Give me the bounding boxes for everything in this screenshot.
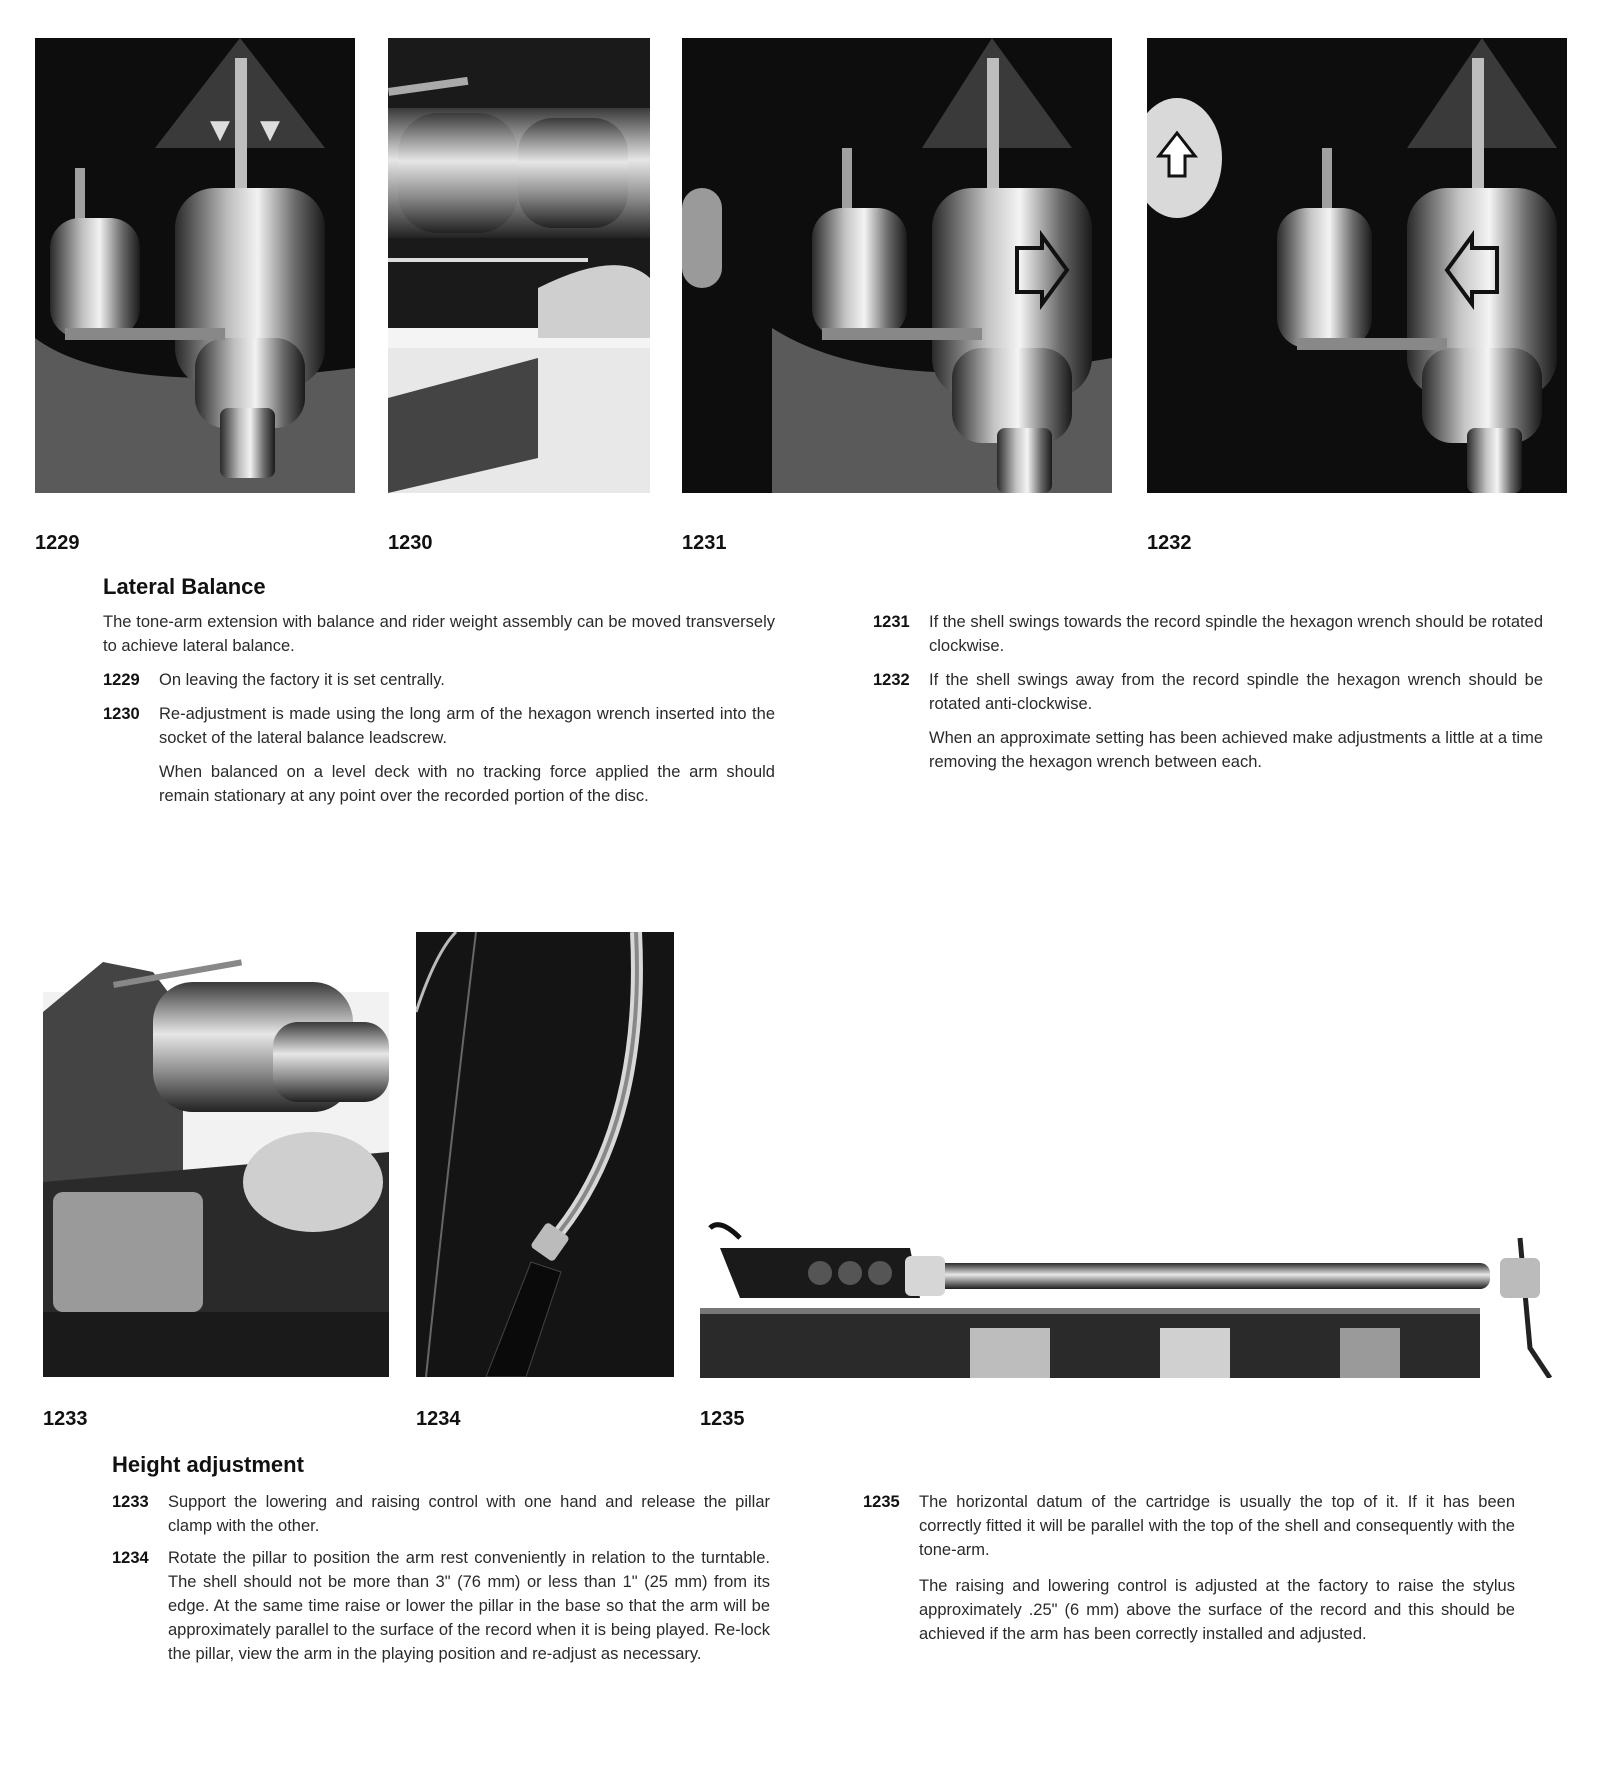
figure-number-1233: 1233 <box>43 1408 88 1430</box>
svg-text:▼: ▼ <box>260 115 280 145</box>
section-heading-height-adjustment: Height adjustment <box>112 1452 304 1477</box>
step-number: 1230 <box>103 705 140 723</box>
photo-1232 <box>1147 38 1567 493</box>
figure-number-1235: 1235 <box>700 1408 745 1430</box>
step-text: If the shell swings away from the record spindle the hexagon wrench should be rotated anti-clockwise. <box>929 671 1543 713</box>
step-number: 1233 <box>112 1493 149 1511</box>
photo-1229 <box>35 38 355 493</box>
figure-number-1232: 1232 <box>1147 532 1192 554</box>
figure-number-1229: 1229 <box>35 532 80 554</box>
photo-1231 <box>682 38 1112 493</box>
step-1232 <box>873 668 1543 716</box>
photo-1235 <box>700 1198 1560 1378</box>
figure-number-1230: 1230 <box>388 532 433 554</box>
lateral-note-text: When balanced on a level deck with no tracking force applied the arm should remain stationary at any point over the recorded portion of the disc. <box>159 763 775 805</box>
step-text: The horizontal datum of the cartridge is usually the top of it. If it has been correctly fitted it will be parallel with the top of the shell and consequently with the tone-arm. <box>919 1493 1515 1559</box>
step-number: 1234 <box>112 1549 149 1567</box>
step-1234 <box>112 1546 770 1666</box>
step-text: Re-adjustment is made using the long arm of the hexagon wrench inserted into the socket of the lateral balance leadscrew. <box>159 705 775 747</box>
lateral-right-note-text: When an approximate setting has been achieved make adjustments a little at a time removing the hexagon wrench between each. <box>929 729 1543 771</box>
step-1231 <box>873 610 1543 658</box>
lateral-intro-text: The tone-arm extension with balance and rider weight assembly can be moved transversely to achieve lateral balance. <box>103 613 775 655</box>
step-number: 1231 <box>873 613 910 631</box>
photo-1230 <box>388 38 650 493</box>
step-text: Support the lowering and raising control with one hand and release the pillar clamp with the other. <box>168 1493 770 1535</box>
photo-1234 <box>416 932 674 1377</box>
step-1229 <box>103 668 775 692</box>
step-text: Rotate the pillar to position the arm rest conveniently in relation to the turntable. The shell should not be more than 3" (76 mm) or less than 1" (25 mm) from its edge. At the same time raise or lower the pillar in the base so that the arm will be approximately parallel to the surface of the record when it is being played. Re-lock the pillar, view the arm in the playing position and re-adjust as necessary. <box>168 1549 770 1663</box>
height-right-note-text: The raising and lowering control is adjusted at the factory to raise the stylus approximately .25" (6 mm) above the surface of the record and this should be achieved if the arm has been correctly installed and adjusted. <box>919 1577 1515 1643</box>
section-heading-lateral-balance: Lateral Balance <box>103 574 266 599</box>
photo-1233 <box>43 932 389 1377</box>
step-1230 <box>103 702 775 750</box>
svg-text:▼: ▼ <box>210 115 230 145</box>
step-text: On leaving the factory it is set centrally. <box>159 671 445 689</box>
step-number: 1229 <box>103 671 140 689</box>
step-number: 1235 <box>863 1493 900 1511</box>
step-number: 1232 <box>873 671 910 689</box>
step-1233 <box>112 1490 770 1538</box>
step-text: If the shell swings towards the record spindle the hexagon wrench should be rotated clockwise. <box>929 613 1543 655</box>
figure-number-1231: 1231 <box>682 532 727 554</box>
figure-number-1234: 1234 <box>416 1408 461 1430</box>
step-1235 <box>863 1490 1515 1562</box>
